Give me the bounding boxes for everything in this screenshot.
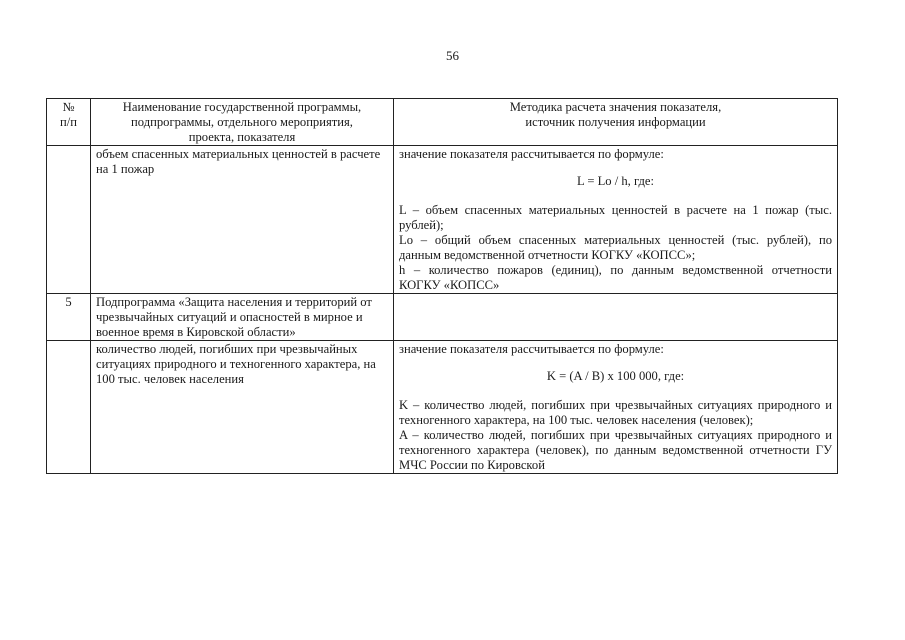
row-method <box>394 294 838 341</box>
table-header-row <box>47 99 838 146</box>
table-row <box>47 146 838 294</box>
header-name-line: Наименование государственной программы, <box>122 100 362 114</box>
table-row <box>47 341 838 474</box>
header-method <box>394 99 838 146</box>
header-name <box>91 99 394 146</box>
method-definition: A – количество людей, погибших при чрезвычайных ситуациях природного и техногенного характера (человек), по данным ведомственной отчетности ГУ МЧС России по Кировской <box>399 428 832 472</box>
row-number <box>47 146 91 294</box>
method-formula: L = Lo / h, где: <box>576 174 655 188</box>
row-indicator-name: количество людей, погибших при чрезвычайных ситуациях природного и техногенного характера, на 100 тыс. человек населения <box>91 341 394 474</box>
table-row <box>47 294 838 341</box>
row-method <box>394 341 838 474</box>
method-definition: K – количество людей, погибших при чрезвычайных ситуациях природного и техногенного характера, на 100 тыс. человек населения (человек); <box>399 398 832 427</box>
header-number <box>47 99 91 146</box>
method-definition: L – объем спасенных материальных ценностей в расчете на 1 пожар (тыс. рублей); <box>399 203 832 232</box>
row-indicator-name: объем спасенных материальных ценностей в расчете на 1 пожар <box>91 146 394 294</box>
header-method-line: Методика расчета значения показателя, <box>509 100 722 114</box>
header-name-line: проекта, показателя <box>188 130 296 144</box>
method-definition: Lo – общий объем спасенных материальных ценностей (тыс. рублей), по данным ведомственной отчетности КОГКУ «КОПСС»; <box>399 233 832 262</box>
method-intro: значение показателя рассчитывается по формуле: <box>399 147 664 161</box>
method-definition: h – количество пожаров (единиц), по данным ведомственной отчетности КОГКУ «КОПСС» <box>399 263 832 292</box>
header-name-line: подпрограммы, отдельного мероприятия, <box>131 115 353 129</box>
header-number-line: п/п <box>60 115 77 129</box>
row-subprogram-name: Подпрограмма «Защита населения и территорий от чрезвычайных ситуаций и опасностей в мирное и военное время в Кировской области» <box>91 294 394 341</box>
row-number <box>47 341 91 474</box>
method-intro: значение показателя рассчитывается по формуле: <box>399 342 664 356</box>
header-number-line: № <box>62 100 75 114</box>
indicators-table <box>46 98 838 474</box>
row-method <box>394 146 838 294</box>
page-number: 56 <box>446 48 459 63</box>
row-number: 5 <box>47 294 91 341</box>
method-formula: K = (A / B) x 100 000, где: <box>546 369 685 383</box>
header-method-line: источник получения информации <box>525 115 706 129</box>
